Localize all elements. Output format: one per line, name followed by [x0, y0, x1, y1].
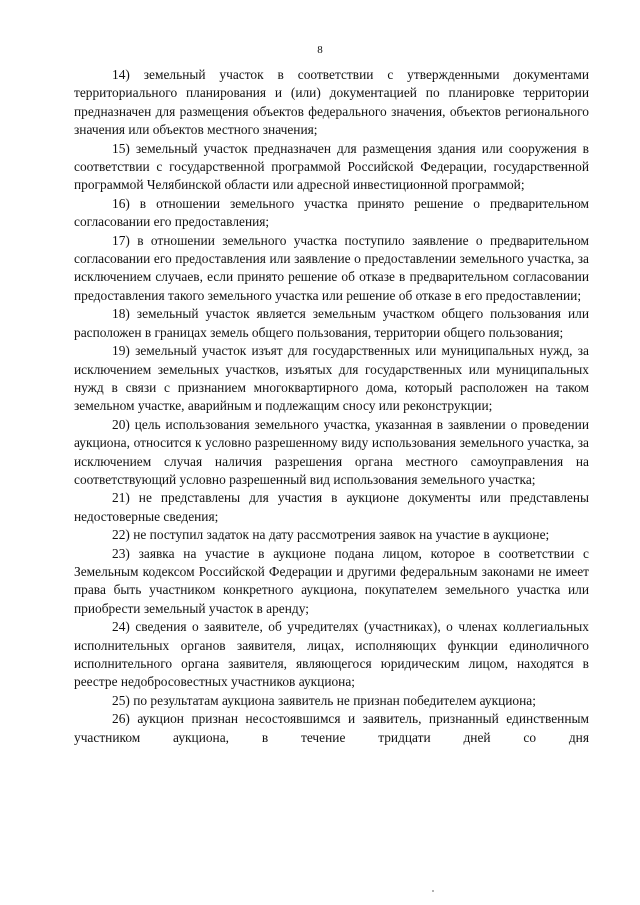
page-number: 8: [317, 44, 323, 56]
list-item: 18) земельный участок является земельным участком общего пользования или расположен в границах земель общего пользования, территории общего пользования;: [74, 306, 589, 340]
list-item: 24) сведения о заявителе, об учредителях (участниках), о членах коллегиальных исполнительных органов заявителя, лицах, исполняющих функции единоличного исполнительного органа заявителя, являющегося юридическим лицом, находятся в реестре недобросовестных участников аукциона;: [74, 619, 589, 690]
list-item: 20) цель использования земельного участка, указанная в заявлении о проведении аукциона, относится к условно разрешенному виду использования земельного участка, за исключением случая наличия разрешения органа местного самоуправления на соответствующий условно разрешенный вид использования земельного участка;: [74, 416, 589, 487]
scan-artifact: [432, 890, 434, 892]
list-item: 23) заявка на участие в аукционе подана лицом, которое в соответствии с Земельным кодексом Российской Федерации и другими федеральным законами не имеет права быть участником конкретного аукциона, покупателем земельного участка или приобрести земельный участок в аренду;: [74, 545, 589, 616]
list-item: 17) в отношении земельного участка поступило заявление о предварительном согласовании его предоставления или заявление о предоставлении земельного участка, за исключением случаев, если принято решение об отказе в предварительном согласовании предоставления такого земельного участка или решение об отказе в его предоставлении;: [74, 232, 589, 303]
list-item: 25) по результатам аукциона заявитель не признан победителем аукциона;: [112, 692, 536, 708]
list-item: 14) земельный участок в соответствии с утвержденными документами территориального планирования и (или) документацией по планировке территории предназначен для размещения объектов федерального значения, объектов регионального значения или объектов местного значения;: [74, 67, 589, 138]
list-item: 16) в отношении земельного участка принято решение о предварительном согласовании его предоставления;: [74, 195, 589, 230]
list-item: 19) земельный участок изъят для государственных или муниципальных нужд, за исключением земельных участков, изъятых для государственных или муниципальных нужд в связи с признанием многоквартирного дома, который расположен на таком земельном участке, аварийным и подлежащим сносу или реконструкции;: [74, 343, 589, 414]
list-item: 26) аукцион признан несостоявшимся и заявитель, признанный единственным участником аукциона, в течение тридцати дней со дня: [74, 711, 589, 745]
document-body: [74, 66, 589, 747]
list-item: 21) не представлены для участия в аукционе документы или представлены недостоверные сведения;: [74, 490, 589, 524]
list-item: 15) земельный участок предназначен для размещения здания или сооружения в соответствии с государственной программой Российской Федерации, государственной программой Челябинской области или адресной инвестиционной программой;: [74, 140, 589, 193]
list-item: 22) не поступил задаток на дату рассмотрения заявок на участие в аукционе;: [112, 527, 550, 543]
